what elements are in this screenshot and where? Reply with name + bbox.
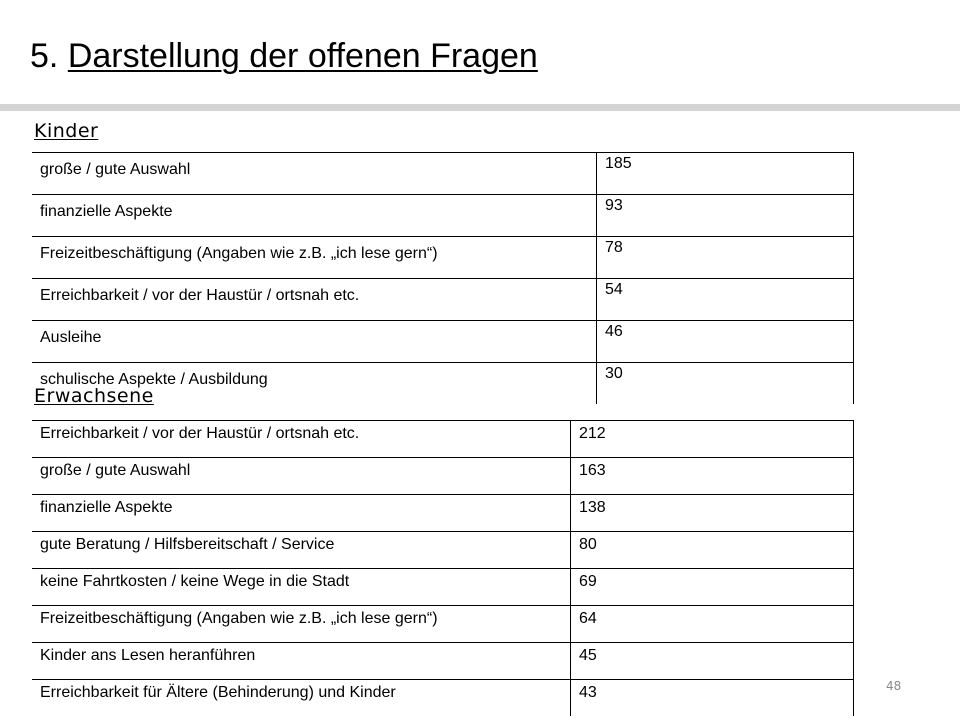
title-divider (0, 104, 960, 111)
row-label: schulische Aspekte / Ausbildung (40, 371, 268, 388)
section-heading-erwachsene: Erwachsene (34, 385, 154, 407)
row-label: finanzielle Aspekte (32, 495, 571, 532)
table-row (32, 279, 854, 321)
row-label: große / gute Auswahl (32, 153, 597, 195)
table-row (32, 458, 854, 495)
row-label: finanzielle Aspekte (32, 195, 597, 237)
table-row (32, 363, 854, 405)
table-row (32, 569, 854, 606)
table-row (32, 153, 854, 195)
row-value: 69 (571, 569, 854, 606)
table-row (32, 680, 854, 717)
row-label: Kinder ans Lesen heranführen (32, 643, 571, 680)
row-label: große / gute Auswahl (32, 458, 571, 495)
page-number: 48 (886, 679, 902, 693)
row-value: 93 (597, 195, 854, 237)
row-label: gute Beratung / Hilfsbereitschaft / Service (32, 532, 571, 569)
row-value: 163 (571, 458, 854, 495)
row-label: Ausleihe (32, 321, 597, 363)
row-value: 185 (597, 153, 854, 195)
row-value: 46 (597, 321, 854, 363)
row-value: 78 (597, 237, 854, 279)
table-row (32, 606, 854, 643)
table-row (32, 532, 854, 569)
table-row (32, 495, 854, 532)
row-label: Erreichbarkeit / vor der Haustür / ortsnah etc. (32, 421, 571, 458)
row-value: 30 (597, 363, 854, 405)
section-heading-kinder: Kinder (34, 120, 99, 142)
row-value: 138 (571, 495, 854, 532)
table-row (32, 321, 854, 363)
row-value: 43 (571, 680, 854, 717)
row-label: keine Fahrtkosten / keine Wege in die Stadt (32, 569, 571, 606)
table-row (32, 643, 854, 680)
row-value: 212 (571, 421, 854, 458)
row-value: 64 (571, 606, 854, 643)
slide-title (30, 36, 538, 76)
slide-title-text: Darstellung der offenen Fragen (67, 37, 538, 75)
table-row (32, 195, 854, 237)
row-value: 45 (571, 643, 854, 680)
table-row (32, 421, 854, 458)
table-erwachsene (32, 420, 854, 716)
row-value: 80 (571, 532, 854, 569)
table-kinder (32, 152, 854, 404)
row-label: Erreichbarkeit / vor der Haustür / ortsnah etc. (32, 279, 597, 321)
table-row (32, 237, 854, 279)
slide-title-number: 5. (30, 37, 59, 75)
row-label: Freizeitbeschäftigung (Angaben wie z.B. „ich lese gern“) (32, 237, 597, 279)
row-label: Freizeitbeschäftigung (Angaben wie z.B. „ich lese gern“) (32, 606, 571, 643)
row-value: 54 (597, 279, 854, 321)
row-label: Erreichbarkeit für Ältere (Behinderung) und Kinder (40, 684, 396, 701)
